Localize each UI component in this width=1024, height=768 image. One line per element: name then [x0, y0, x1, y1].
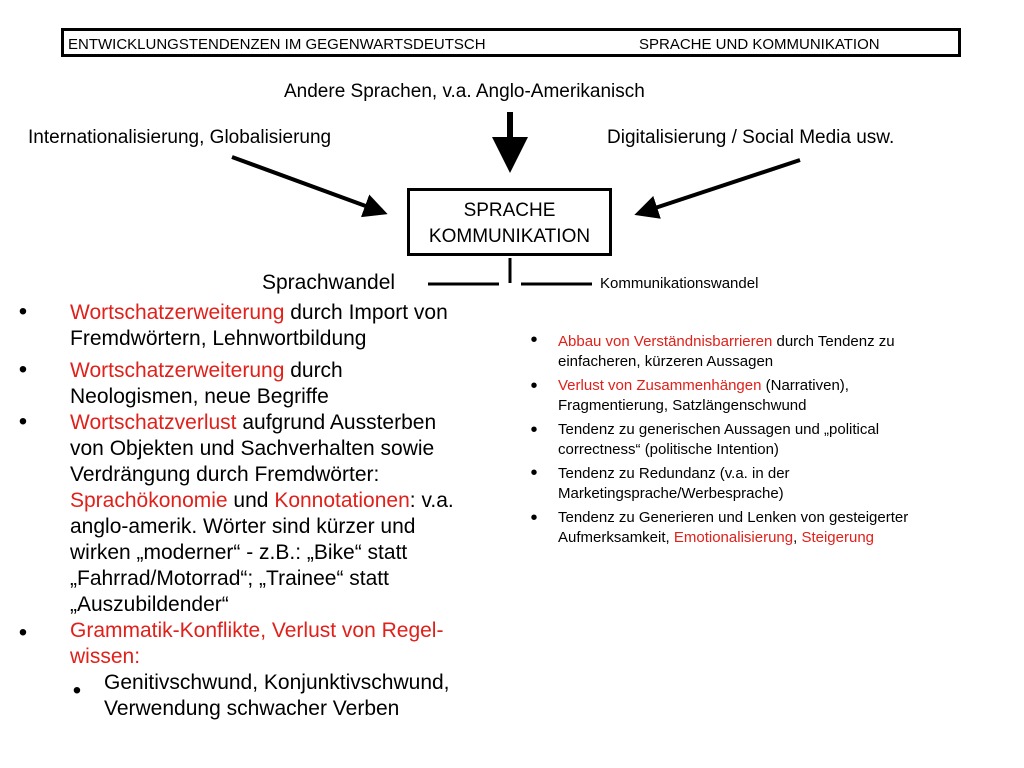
- left-item-text: anglo-amerik. Wörter sind kürzer und: [70, 515, 416, 538]
- left-item-line: [70, 644, 454, 670]
- left-item-text-red: Wortschatzerweiterung: [70, 301, 285, 324]
- left-sub-bullet: •: [72, 677, 82, 704]
- left-bullet-1: •: [18, 298, 28, 325]
- right-bullet-5: •: [530, 507, 538, 529]
- right-item-line: [558, 376, 1008, 396]
- left-item-line: [70, 462, 454, 488]
- left-item-line: [70, 618, 454, 644]
- right-item-text: ,: [793, 529, 802, 546]
- right-item-text: Tendenz zu generischen Aussagen und „political: [558, 421, 880, 438]
- left-item-text-red: Wortschatzerweiterung: [70, 359, 285, 382]
- right-item-line: [558, 464, 1008, 484]
- right-item-line: [558, 508, 1008, 528]
- left-item-text: von Objekten und Sachverhalten sowie: [70, 437, 435, 460]
- right-item-text-red: Emotionalisierung: [673, 529, 794, 546]
- right-item-text: Fragmentierung, Satzlängenschwund: [558, 397, 807, 414]
- left-bullet-3: •: [18, 408, 28, 435]
- right-item-text: (Narrativen),: [761, 377, 849, 394]
- header-right-title: SPRACHE UND KOMMUNIKATION: [639, 36, 880, 53]
- right-item: [558, 376, 1008, 420]
- left-item-text: und: [227, 489, 275, 512]
- right-bullet-3: •: [530, 419, 538, 441]
- right-bullet-1: •: [530, 329, 538, 351]
- right-item-line: [558, 484, 1008, 504]
- right-item-line: [558, 332, 1008, 352]
- right-branch-title: Kommunikationswandel: [600, 275, 759, 292]
- influence-top-label: Andere Sprachen, v.a. Anglo-Amerikanisch: [284, 81, 645, 102]
- left-item-text: durch: [284, 359, 343, 382]
- left-item-line: [70, 540, 454, 566]
- right-branch-list: [558, 332, 1008, 548]
- left-item-line: [70, 436, 454, 462]
- left-bullet-4: •: [18, 619, 28, 646]
- right-item: [558, 420, 1008, 464]
- left-bullet-2: •: [18, 356, 28, 383]
- left-item-text: „Fahrrad/Motorrad“; „Trainee“ statt: [70, 567, 389, 590]
- left-item: [70, 410, 454, 618]
- right-item-line: [558, 528, 1008, 548]
- left-item-text-red: Konnotationen: [274, 489, 410, 512]
- left-item: [70, 618, 454, 670]
- right-item-text-red: Steigerung: [801, 529, 875, 546]
- left-item: [70, 300, 454, 352]
- left-item-text: Neologismen, neue Begriffe: [70, 385, 329, 408]
- left-branch-list: [70, 300, 454, 722]
- right-item-text: Aufmerksamkeit,: [558, 529, 674, 546]
- left-item-text-red: Wortschatzverlust: [70, 411, 237, 434]
- left-item-line: [70, 488, 454, 514]
- influence-left-label: Internationalisierung, Globalisierung: [28, 127, 332, 148]
- left-item-line: [70, 384, 454, 410]
- right-bullet-4: •: [530, 462, 538, 484]
- left-item-text-red: Sprachökonomie: [70, 489, 228, 512]
- left-item-text: Fremdwörtern, Lehnwortbildung: [70, 327, 367, 350]
- left-sub-item-line: Verwendung schwacher Verben: [104, 697, 400, 720]
- left-item: [70, 358, 454, 410]
- right-item-text: einfacheren, kürzeren Aussagen: [558, 353, 774, 370]
- left-item-line: [70, 566, 454, 592]
- left-item-text: Verdrängung durch Fremdwörter:: [70, 463, 380, 486]
- right-item-text: correctness“ (politische Intention): [558, 441, 779, 458]
- right-item: [558, 332, 1008, 376]
- left-item-text-red: wissen:: [70, 645, 141, 668]
- right-item-line: [558, 440, 1008, 460]
- right-item-line: [558, 396, 1008, 416]
- right-item-text: Marketingsprache/Werbesprache): [558, 485, 784, 502]
- left-item-text: „Auszubildender“: [70, 593, 229, 616]
- left-item-text: aufgrund Aussterben: [236, 411, 437, 434]
- right-item-text: Tendenz zu Redundanz (v.a. in der: [558, 465, 790, 482]
- influence-right-label: Digitalisierung / Social Media usw.: [607, 127, 895, 148]
- left-sub-item: [70, 670, 454, 722]
- left-item-text: : v.a.: [409, 489, 454, 512]
- left-item-line: [70, 326, 454, 352]
- arrow-left-diagonal: [232, 157, 382, 212]
- right-item-text: Tendenz zu Generieren und Lenken von gesteigerter: [558, 509, 909, 526]
- left-item-line: [70, 300, 454, 326]
- right-item-line: [558, 352, 1008, 372]
- right-item: [558, 464, 1008, 508]
- right-item: [558, 508, 1008, 548]
- left-item-line: [70, 592, 454, 618]
- arrow-right-diagonal: [640, 160, 800, 213]
- right-item-text-red: Abbau von Verständnisbarrieren: [558, 333, 773, 350]
- left-sub-item-line: Genitivschwund, Konjunktivschwund,: [104, 671, 450, 694]
- left-item-text-red: Grammatik-Konflikte, Verlust von Regel-: [70, 619, 444, 642]
- left-branch-title: Sprachwandel: [262, 271, 396, 294]
- header-left-title: ENTWICKLUNGSTENDENZEN IM GEGENWARTSDEUTSCH: [68, 36, 486, 53]
- right-item-text-red: Verlust von Zusammenhängen: [558, 377, 762, 394]
- right-item-line: [558, 420, 1008, 440]
- left-item-line: [70, 514, 454, 540]
- left-item-text: wirken „moderner“ - z.B.: „Bike“ statt: [70, 541, 408, 564]
- left-item-text: durch Import von: [284, 301, 448, 324]
- center-box: [407, 188, 612, 256]
- center-line-1: SPRACHE: [463, 200, 556, 221]
- right-item-text: durch Tendenz zu: [772, 333, 895, 350]
- left-item-line: [70, 410, 454, 436]
- left-item-line: [70, 358, 454, 384]
- right-bullet-2: •: [530, 375, 538, 397]
- center-line-2: KOMMUNIKATION: [428, 226, 591, 247]
